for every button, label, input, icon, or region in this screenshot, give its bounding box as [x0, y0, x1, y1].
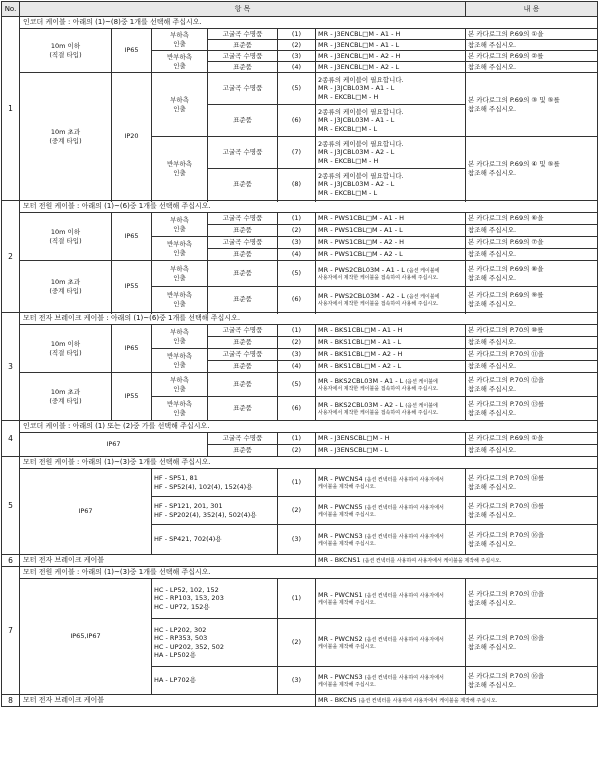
model-number: MR - BKCNS (옵션 컨넥터를 사용하여 사용자에서 케이블을 제작해 주십시오. — [316, 695, 598, 707]
model-number: MR - PWS2CBL03M - A2 - L (옵션 케이블에 사용자에서 제작한 케이블을 접속하여 사용해 주십시오. — [316, 287, 466, 313]
grade-std: 표준품 — [208, 169, 278, 201]
option-number: (2) — [278, 619, 316, 667]
model-number: MR - PWCNS3 (옵션 컨넥터를 사용하여 사용자에서 케이블을 제작해 주십시오. — [316, 525, 466, 555]
distance-cell: 10m 초과 (중계 타입) — [20, 373, 112, 421]
motor-models: HF - SP51, 81 HF - SP52(4), 102(4), 152(4)용 — [152, 469, 278, 497]
lead-direction: 부하측 인출 — [152, 261, 208, 287]
model-number: MR - PWCNS3 (옵션 컨넥터를 사용하여 사용자에서 케이블을 제작해 주십시오. — [316, 667, 466, 695]
option-number: (6) — [278, 397, 316, 421]
reference-note: 본 카다로그의 P.70의 ⑩를 — [466, 325, 598, 337]
option-number: (1) — [278, 29, 316, 40]
motor-models: HA - LP702용 — [152, 667, 278, 695]
option-number: (6) — [278, 105, 316, 137]
option-number: (3) — [278, 51, 316, 62]
section-3-title: 모터 전자 브레이크 케이블 : 아래의 (1)~(6)중 1개를 선택해 주십시오. — [20, 313, 598, 325]
reference-note: 본 카다로그의 P.69의 ⑨를 참조해 주십시오. — [466, 287, 598, 313]
row-number-6: 6 — [2, 555, 20, 567]
lead-direction: 반부하측 인출 — [152, 397, 208, 421]
reference-note: 본 카다로그의 P.69의 ⑦을 — [466, 237, 598, 249]
model-number: MR - PWS1CBL□M - A2 - H — [316, 237, 466, 249]
model-number: MR - BKS2CBL03M - A1 - L (옵션 케이블에 사용자에서 제작한 케이블을 접속하여 사용해 주십시오. — [316, 373, 466, 397]
option-number: (2) — [278, 40, 316, 51]
grade-std: 표준품 — [208, 373, 278, 397]
option-number: (1) — [278, 579, 316, 619]
reference-note: 본 카다로그의 P.70의 ⑮를 참조해 주십시오. — [466, 497, 598, 525]
reference-note: 본 카다로그의 P.69의 ②를 — [466, 51, 598, 62]
grade-std: 표준품 — [208, 261, 278, 287]
grade-std: 표준품 — [208, 337, 278, 349]
reference-note: 본 카다로그의 P.70의 ⑫을 참조해 주십시오. — [466, 373, 598, 397]
model-number: MR - PWS1CBL□M - A1 - H — [316, 213, 466, 225]
distance-cell: 10m 이하 (직결 타입) — [20, 213, 112, 261]
reference-note: 참조해 주십시오. — [466, 225, 598, 237]
lead-direction: 부하측 인출 — [152, 29, 208, 51]
lead-direction: 반부하측 인출 — [152, 137, 208, 201]
section-2-title: 모터 전원 케이블 : 아래의 (1)~(6)중 1개를 선택해 주십시오. — [20, 201, 598, 213]
model-number: MR - J3ENCBL□M - A2 - L — [316, 62, 466, 73]
grade-flex: 고굴곡 수명품 — [208, 349, 278, 361]
distance-cell: 10m 이하 (직결 타입) — [20, 325, 112, 373]
model-number: MR - PWCNS4 (옵션 컨넥터를 사용하여 사용자에서 케이블을 제작해 주십시오. — [316, 469, 466, 497]
header-content: 내 용 — [466, 2, 598, 17]
section-1-title: 인코더 케이블 : 아래의 (1)~(8)중 1개를 선택해 주십시오. — [20, 17, 598, 29]
ip-rating: IP67 — [20, 433, 208, 457]
model-number: MR - PWCNS1 (옵션 컨넥터를 사용하여 사용자에서 케이블을 제작해 주십시오. — [316, 579, 466, 619]
model-number: MR - BKS1CBL□M - A2 - L — [316, 361, 466, 373]
motor-models: HC - LP52, 102, 152 HC - RP103, 153, 203 HC - UP72, 152용 — [152, 579, 278, 619]
lead-direction: 부하측 인출 — [152, 373, 208, 397]
grade-std: 표준품 — [208, 361, 278, 373]
reference-note: 본 카다로그의 P.70의 ⑯을 참조해 주십시오. — [466, 525, 598, 555]
reference-note: 본 카다로그의 P.70의 ⑱을 참조해 주십시오. — [466, 619, 598, 667]
model-number: MR - PWCNS5 (옵션 컨넥터를 사용하여 사용자에서 케이블을 제작해 주십시오. — [316, 497, 466, 525]
lead-direction: 반부하측 인출 — [152, 349, 208, 373]
grade-flex: 고굴곡 수명품 — [208, 325, 278, 337]
ip-rating: IP65 — [112, 213, 152, 261]
reference-note: 본 카다로그의 P.69의 ⑧을 참조해 주십시오. — [466, 261, 598, 287]
lead-direction: 부하측 인출 — [152, 325, 208, 349]
reference-note: 본 카다로그의 P.70의 ⑰을 참조해 주십시오. — [466, 579, 598, 619]
reference-note: 참조해 주십시오. — [466, 40, 598, 51]
model-number: 2종류의 케이블이 필요합니다. MR - J3JCBL03M - A1 - L MR - EKCBL□M - H — [316, 73, 466, 105]
grade-std: 표준품 — [208, 249, 278, 261]
option-number: (2) — [278, 337, 316, 349]
grade-std: 표준품 — [208, 397, 278, 421]
row-number-5: 5 — [2, 457, 20, 555]
option-number: (3) — [278, 667, 316, 695]
option-number: (7) — [278, 137, 316, 169]
model-number: MR - BKS1CBL□M - A1 - H — [316, 325, 466, 337]
distance-cell: 10m 초과 (중계 타입) — [20, 261, 112, 313]
ip-rating: IP67 — [20, 469, 152, 555]
distance-cell: 10m 초과 (중계 타입) — [20, 73, 112, 201]
model-number: MR - J3ENSCBL□M - L — [316, 445, 466, 457]
ip-rating: IP65 — [112, 325, 152, 373]
grade-flex: 고굴곡 수명품 — [208, 137, 278, 169]
motor-models: HC - LP202, 302 HC - RP353, 503 HC - UP202, 352, 502 HA - LP502용 — [152, 619, 278, 667]
model-number: MR - BKS1CBL□M - A1 - L — [316, 337, 466, 349]
option-number: (4) — [278, 361, 316, 373]
reference-note: 참조해 주십시오. — [466, 249, 598, 261]
option-number: (4) — [278, 249, 316, 261]
model-number: MR - J3ENSCBL□M - H — [316, 433, 466, 445]
option-number: (1) — [278, 469, 316, 497]
header-no: No. — [2, 2, 20, 17]
reference-note: 본 카다로그의 P.70의 ⑭를 참조해 주십시오. — [466, 469, 598, 497]
lead-direction: 반부하측 인출 — [152, 51, 208, 73]
reference-note: 본 카다로그의 P.69의 ③ 및 ⑤를 참조해 주십시오. — [466, 73, 598, 137]
motor-models: HF - SP121, 201, 301 HF - SP202(4), 352(4), 502(4)용 — [152, 497, 278, 525]
reference-note: 참조해 주십시오. — [466, 445, 598, 457]
reference-note: 참조해 주십시오. — [466, 361, 598, 373]
reference-note: 본 카다로그의 P.69의 ①을 — [466, 29, 598, 40]
grade-std: 표준품 — [208, 445, 278, 457]
model-number: MR - PWCNS2 (옵션 컨넥터를 사용하여 사용자에서 케이블을 제작해 주십시오. — [316, 619, 466, 667]
row-number-8: 8 — [2, 695, 20, 707]
section-6-title: 모터 전자 브레이크 케이블 — [20, 555, 316, 567]
ip-rating: IP55 — [112, 373, 152, 421]
grade-flex: 고굴곡 수명품 — [208, 433, 278, 445]
model-number: MR - J3ENCBL□M - A1 - H — [316, 29, 466, 40]
reference-note: 참조해 주십시오. — [466, 337, 598, 349]
model-number: MR - PWS1CBL□M - A1 - L — [316, 225, 466, 237]
reference-note: 본 카다로그의 P.70의 ⑬를 참조해 주십시오. — [466, 397, 598, 421]
model-number: MR - J3ENCBL□M - A1 - L — [316, 40, 466, 51]
model-number: 2종류의 케이블이 필요합니다. MR - J3JCBL03M - A1 - L MR - EKCBL□M - L — [316, 105, 466, 137]
row-number-2: 2 — [2, 201, 20, 313]
row-number-4: 4 — [2, 421, 20, 457]
lead-direction: 반부하측 인출 — [152, 237, 208, 261]
option-number: (4) — [278, 62, 316, 73]
reference-note: 본 카다로그의 P.69의 ④ 및 ⑤를 참조해 주십시오. — [466, 137, 598, 201]
option-number: (1) — [278, 325, 316, 337]
reference-note: 본 카다로그의 P.70의 ⑪을 — [466, 349, 598, 361]
cable-selection-table — [1, 1, 598, 707]
reference-note: 본 카다로그의 P.70의 ⑯을 참조해 주십시오. — [466, 667, 598, 695]
option-number: (2) — [278, 225, 316, 237]
model-number: MR - BKS2CBL03M - A2 - L (옵션 케이블에 사용자에서 제작한 케이블을 접속하여 사용해 주십시오. — [316, 397, 466, 421]
option-number: (3) — [278, 349, 316, 361]
model-number: MR - BKS1CBL□M - A2 - H — [316, 349, 466, 361]
ip-rating: IP55 — [112, 261, 152, 313]
reference-note: 참조해 주십시오. — [466, 62, 598, 73]
ip-rating: IP65 — [112, 29, 152, 73]
section-8-title: 모터 전자 브레이크 케이블 — [20, 695, 316, 707]
option-number: (3) — [278, 525, 316, 555]
lead-direction: 부하측 인출 — [152, 73, 208, 137]
grade-std: 표준품 — [208, 225, 278, 237]
grade-flex: 고굴곡 수명품 — [208, 73, 278, 105]
option-number: (1) — [278, 433, 316, 445]
grade-std: 표준품 — [208, 287, 278, 313]
option-number: (2) — [278, 445, 316, 457]
option-number: (8) — [278, 169, 316, 201]
row-number-7: 7 — [2, 567, 20, 695]
model-number: MR - BKCNS1 (옵션 컨넥터를 사용하여 사용자에서 케이블을 제작해 주십시오. — [316, 555, 598, 567]
model-number: 2종류의 케이블이 필요합니다. MR - J3JCBL03M - A2 - L MR - EKCBL□M - L — [316, 169, 466, 201]
distance-cell: 10m 이하 (직결 타입) — [20, 29, 112, 73]
header-item: 항 목 — [20, 2, 466, 17]
option-number: (5) — [278, 73, 316, 105]
reference-note: 본 카다로그의 P.69의 ①을 — [466, 433, 598, 445]
grade-std: 표준품 — [208, 62, 278, 73]
lead-direction: 부하측 인출 — [152, 213, 208, 237]
option-number: (2) — [278, 497, 316, 525]
section-4-title: 인코더 케이블 : 아래의 (1) 또는 (2)중 가를 선택해 주십시오. — [20, 421, 598, 433]
ip-rating: IP20 — [112, 73, 152, 201]
option-number: (1) — [278, 213, 316, 225]
option-number: (5) — [278, 373, 316, 397]
model-number: 2종류의 케이블이 필요합니다. MR - J3JCBL03M - A2 - L MR - EKCBL□M - H — [316, 137, 466, 169]
model-number: MR - PWS1CBL□M - A2 - L — [316, 249, 466, 261]
model-number: MR - J3ENCBL□M - A2 - H — [316, 51, 466, 62]
row-number-1: 1 — [2, 17, 20, 201]
section-5-title: 모터 전원 케이블 : 아래의 (1)~(3)중 1개를 선택해 주십시오. — [20, 457, 598, 469]
lead-direction: 반부하측 인출 — [152, 287, 208, 313]
row-number-3: 3 — [2, 313, 20, 421]
grade-std: 표준품 — [208, 40, 278, 51]
grade-std: 표준품 — [208, 105, 278, 137]
option-number: (5) — [278, 261, 316, 287]
ip-rating: IP65,IP67 — [20, 579, 152, 695]
motor-models: HF - SP421, 702(4)용 — [152, 525, 278, 555]
option-number: (3) — [278, 237, 316, 249]
grade-flex: 고굴곡 수명품 — [208, 213, 278, 225]
section-7-title: 모터 전원 케이블 : 아래의 (1)~(3)중 1개를 선택해 주십시오. — [20, 567, 598, 579]
option-number: (6) — [278, 287, 316, 313]
grade-flex: 고굴곡 수명품 — [208, 29, 278, 40]
grade-flex: 고굴곡 수명품 — [208, 237, 278, 249]
reference-note: 본 카다로그의 P.69의 ⑥을 — [466, 213, 598, 225]
model-number: MR - PWS2CBL03M - A1 - L (옵션 케이블에 사용자에서 제작한 케이블을 접속하여 사용해 주십시오. — [316, 261, 466, 287]
grade-flex: 고굴곡 수명품 — [208, 51, 278, 62]
